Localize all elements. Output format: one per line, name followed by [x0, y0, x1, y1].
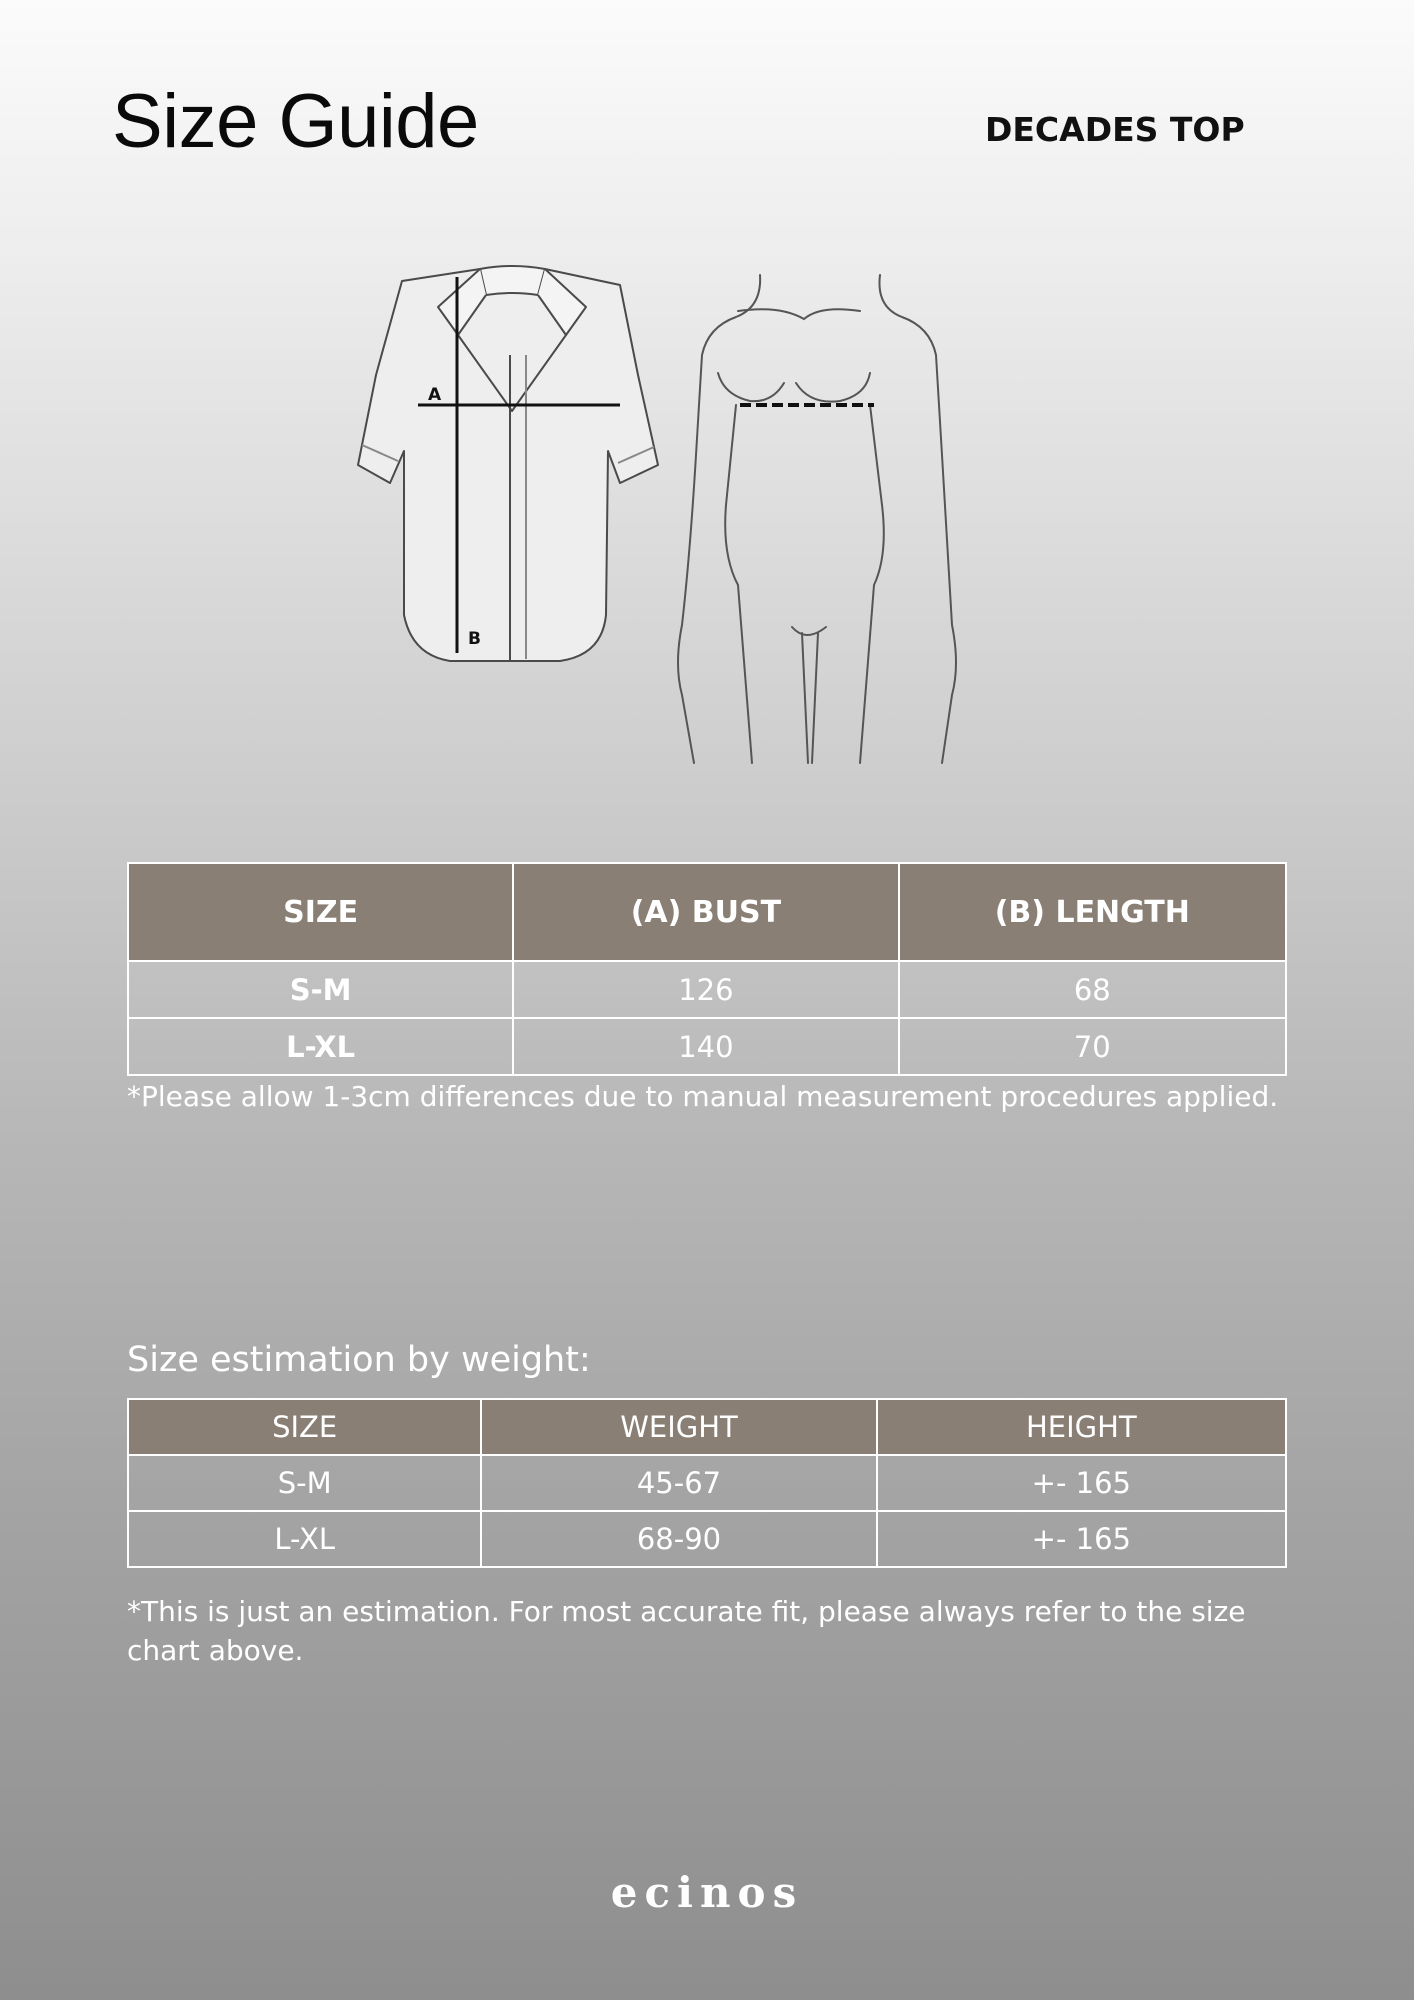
table-header-row: [128, 863, 1286, 961]
height-cell: +- 165: [877, 1455, 1286, 1511]
size-cell: S-M: [128, 1455, 481, 1511]
garment-illustration: [340, 255, 1020, 775]
header-length: (B) LENGTH: [899, 863, 1286, 961]
size-cell: L-XL: [128, 1511, 481, 1567]
table-row: [128, 1018, 1286, 1075]
header-size: SIZE: [128, 1399, 481, 1455]
header-weight: WEIGHT: [481, 1399, 876, 1455]
table-row: [128, 961, 1286, 1018]
weight-estimation-table: [127, 1398, 1287, 1568]
weight-section-heading: Size estimation by weight:: [127, 1340, 591, 1380]
table-header-row: [128, 1399, 1286, 1455]
header-bust: (A) BUST: [513, 863, 898, 961]
size-chart-table: [127, 862, 1287, 1076]
estimation-note: *This is just an estimation. For most accurate fit, please always refer to the size chart above.: [127, 1595, 1246, 1667]
product-name: DECADES TOP: [985, 110, 1245, 149]
label-a: A: [428, 385, 442, 405]
table-row: [128, 1511, 1286, 1567]
header-height: HEIGHT: [877, 1399, 1286, 1455]
shirt-drawing: [358, 266, 658, 661]
length-cell: 70: [899, 1018, 1286, 1075]
weight-cell: 68-90: [481, 1511, 876, 1567]
height-cell: +- 165: [877, 1511, 1286, 1567]
length-cell: 68: [899, 961, 1286, 1018]
size-cell: S-M: [128, 961, 513, 1018]
body-figure-drawing: [678, 275, 956, 763]
header-size: SIZE: [128, 863, 513, 961]
page-title: Size Guide: [112, 79, 479, 164]
weight-cell: 45-67: [481, 1455, 876, 1511]
label-b: B: [468, 629, 481, 649]
size-cell: L-XL: [128, 1018, 513, 1075]
table-row: [128, 1455, 1286, 1511]
brand-logo: ecinos: [610, 1868, 804, 1917]
bust-cell: 126: [513, 961, 898, 1018]
bust-cell: 140: [513, 1018, 898, 1075]
measurement-note: *Please allow 1-3cm differences due to manual measurement procedures applied.: [127, 1080, 1279, 1113]
